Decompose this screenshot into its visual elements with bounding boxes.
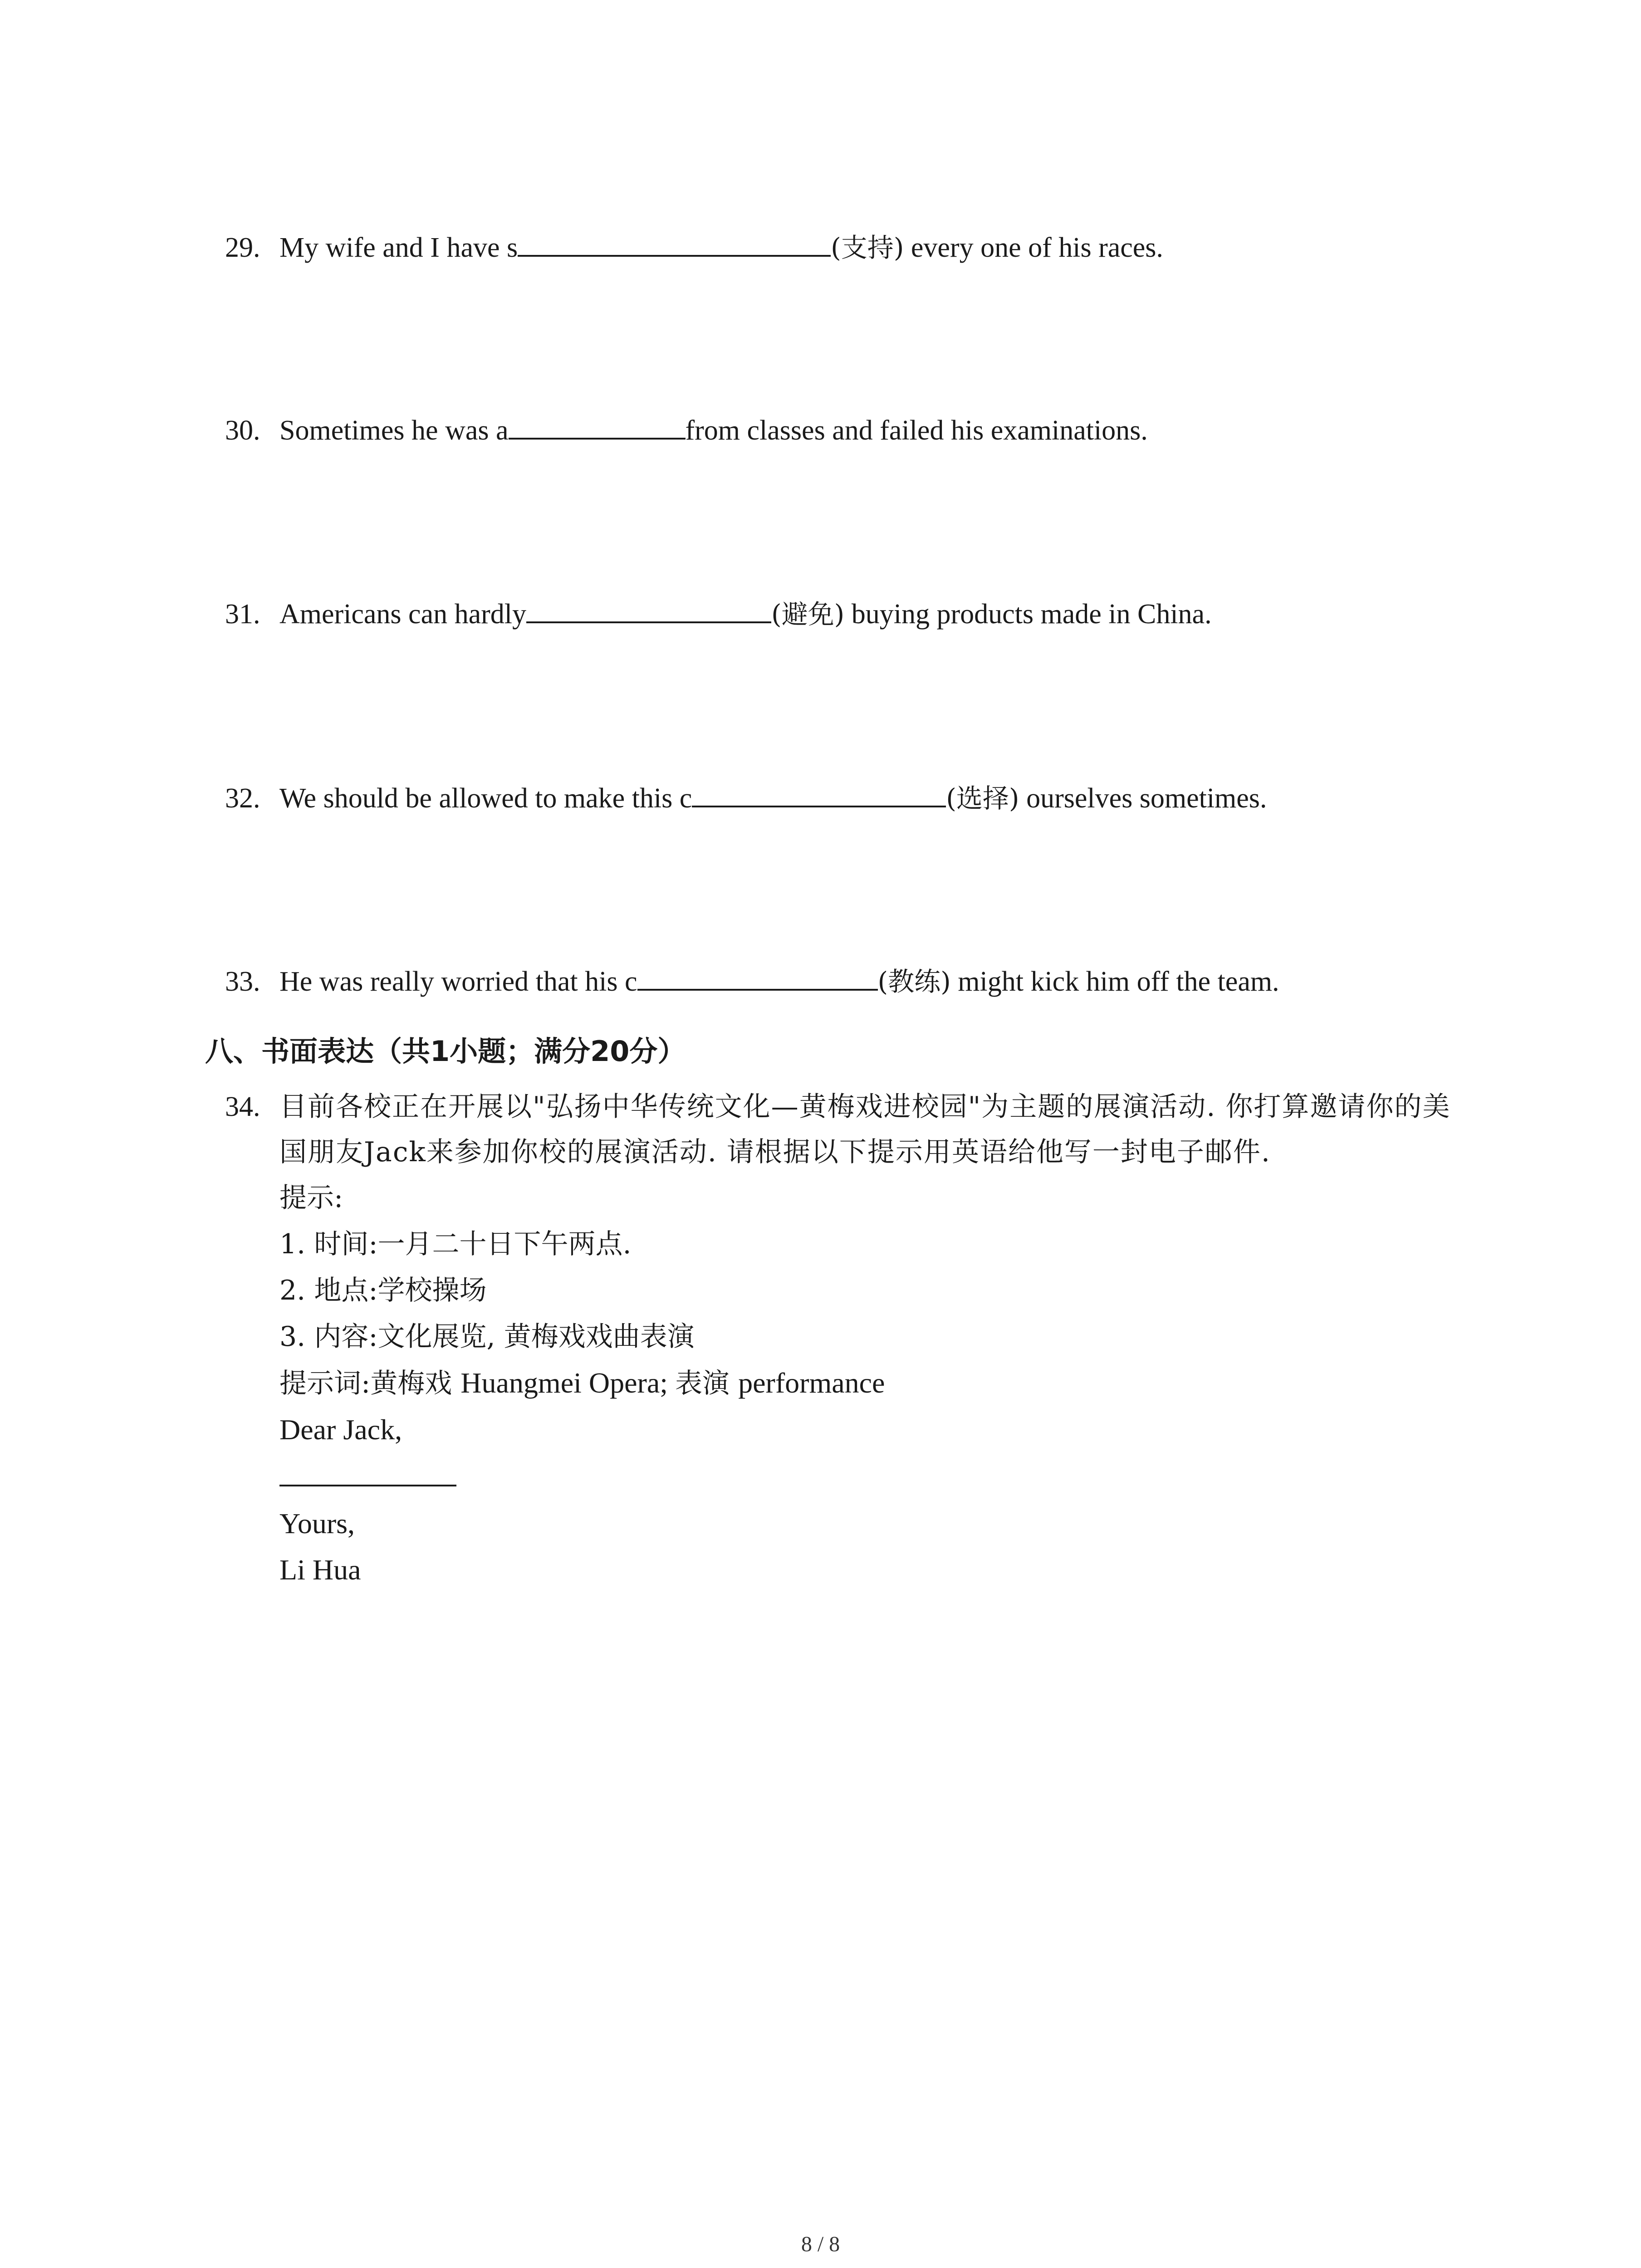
- question-text-after: might kick him off the team.: [950, 966, 1279, 997]
- question-29: [225, 228, 1163, 266]
- answer-blank[interactable]: [518, 228, 831, 257]
- question-number: 31.: [225, 599, 260, 630]
- letter-greeting: Dear Jack,: [279, 1413, 402, 1446]
- letter-body-blank-row: [279, 1453, 1459, 1501]
- question-number: 33.: [225, 966, 260, 997]
- chinese-hint: (教练): [877, 966, 951, 997]
- question-31: [225, 594, 1212, 632]
- question-30: [225, 411, 1148, 449]
- question-32: [225, 778, 1267, 816]
- question-text-before: He was really worried that his c: [279, 966, 637, 997]
- essay-prompt: 目前各校正在开展以"弘扬中华传统文化—黄梅戏进校园"为主题的展演活动. 你打算邀请你的美国朋友Jack来参加你校的展演活动. 请根据以下提示用英语给他写一封电子邮件.: [279, 1091, 1451, 1168]
- question-text-before: Americans can hardly: [279, 599, 526, 630]
- answer-blank[interactable]: [509, 411, 686, 440]
- question-text-before: We should be allowed to make this c: [279, 783, 692, 814]
- question-text-before: Sometimes he was a: [279, 415, 509, 446]
- keyword-huangmei: Huangmei Opera;: [460, 1367, 676, 1399]
- keywords-line: [279, 1360, 1459, 1407]
- question-text-after: ourselves sometimes.: [1019, 783, 1267, 814]
- chinese-hint: (支持): [831, 232, 904, 263]
- question-text-after: buying products made in China.: [844, 599, 1212, 630]
- answer-blank[interactable]: [637, 962, 878, 991]
- keywords-label: 提示词:黄梅戏: [279, 1368, 461, 1399]
- letter-signature: Li Hua: [279, 1554, 361, 1586]
- question-text-before: My wife and I have s: [279, 232, 518, 263]
- keyword-performance: performance: [738, 1367, 885, 1399]
- question-number: 29.: [225, 232, 260, 263]
- chinese-hint: (避免): [771, 599, 845, 630]
- question-33: [225, 962, 1279, 1000]
- question-number: 34.: [225, 1091, 260, 1122]
- hint-time: 1. 时间:一月二十日下午两点.: [279, 1228, 632, 1260]
- chinese-hint: (选择): [946, 783, 1019, 814]
- letter-body-blank[interactable]: [279, 1453, 456, 1486]
- letter-closing: Yours,: [279, 1507, 355, 1540]
- hint-place: 2. 地点:学校操场: [279, 1275, 487, 1306]
- question-number: 30.: [225, 415, 260, 446]
- hint-content: 3. 内容:文化展览, 黄梅戏戏曲表演: [279, 1321, 695, 1353]
- answer-blank[interactable]: [526, 594, 771, 623]
- page-number: 8 / 8: [801, 2232, 840, 2256]
- answer-blank[interactable]: [692, 778, 946, 807]
- question-text-after: from classes and failed his examinations.: [685, 415, 1148, 446]
- question-text-after: every one of his races.: [904, 232, 1163, 263]
- section-heading: 八、书面表达（共1小题；满分20分）: [205, 1035, 686, 1068]
- question-number: 32.: [225, 783, 260, 814]
- essay-body: [279, 1084, 1459, 1593]
- hints-label: 提示:: [279, 1182, 343, 1214]
- keyword-cn-performance: 表演: [675, 1368, 739, 1399]
